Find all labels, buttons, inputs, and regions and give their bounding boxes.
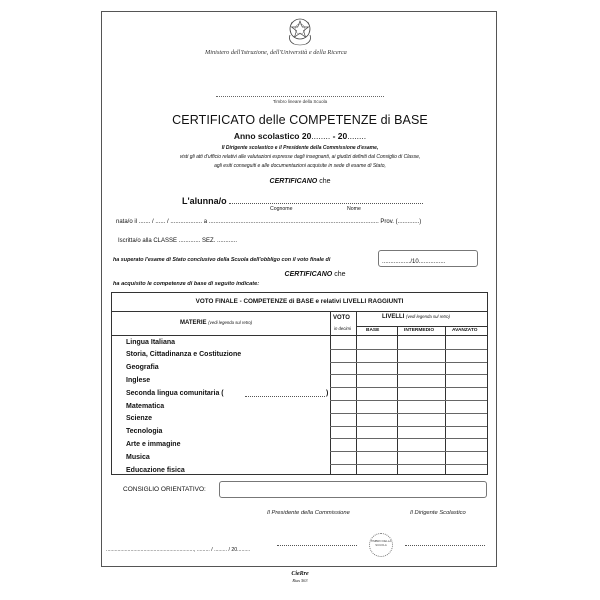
subject-row-label: Educazione fisica xyxy=(126,466,185,474)
intro-line-3: agli esiti conseguiti e alle documentazioni acquisite in sede di esame di Stato, xyxy=(214,163,386,169)
school-year: Anno scolastico 20........ - 20........ xyxy=(233,131,367,141)
subject-row-label: Seconda lingua comunitaria ( xyxy=(126,389,224,397)
level-base: BASE xyxy=(366,328,380,333)
subject-row-label: Storia, Cittadinanza e Costituzione xyxy=(126,351,242,359)
nome-caption: Nome xyxy=(347,206,361,212)
subject-row-label: Inglese xyxy=(126,376,151,384)
school-stamp-line xyxy=(216,96,384,97)
final-score-field: ................./10................ xyxy=(382,259,446,265)
subject-row-label: Musica xyxy=(126,453,150,461)
student-label: L'alunna/o xyxy=(182,196,227,206)
council-field[interactable] xyxy=(219,481,487,498)
director-signature-field[interactable] xyxy=(405,545,485,546)
subject-row-label: Scienze xyxy=(126,415,153,423)
certificano-heading-1: CERTIFICANO che xyxy=(269,178,331,185)
ministry-header: Ministero dell'Istruzione, dell'Università e della Ricerca xyxy=(205,49,347,56)
level-intermedio: INTERMEDIO xyxy=(404,328,435,333)
second-language-close: ) xyxy=(326,389,329,397)
acquired-statement: ha acquisito le competenze di base di seguito indicate: xyxy=(113,281,260,287)
class-line[interactable]: Iscritta/o alla CLASSE ............. SEZ. ............ xyxy=(118,238,238,244)
intro-line-2: visti gli atti d'ufficio relativi alle valutazioni espresse dagli insegnanti, ai giudizi definiti dal Consiglio di Classe, xyxy=(179,154,421,160)
subject-row-label: Geografia xyxy=(126,364,159,372)
voto-note: in decimi xyxy=(334,326,351,331)
competence-table xyxy=(111,292,488,475)
second-language-field[interactable] xyxy=(245,396,325,397)
subject-row-label: Arte e immagine xyxy=(126,440,181,448)
table-title: VOTO FINALE - COMPETENZE di BASE e relativi LIVELLI RAGGIUNTI xyxy=(195,298,404,305)
certificano-heading-2: CERTIFICANO che xyxy=(284,271,346,278)
subject-row-label: Lingua Italiana xyxy=(126,338,176,346)
president-signature-label: Il Presidente della Commissione xyxy=(267,510,350,516)
publisher-brand: CieRre xyxy=(291,571,309,577)
intro-line-1: Il Dirigente scolastico e il Presidente della Commissione d'esame, xyxy=(221,145,379,151)
subject-row-label: Tecnologia xyxy=(126,428,163,436)
republic-emblem-icon xyxy=(286,15,314,47)
cognome-caption: Cognome xyxy=(270,206,293,212)
subject-row-label: Matematica xyxy=(126,402,165,410)
certificate-title: CERTIFICATO delle COMPETENZE di BASE xyxy=(172,113,428,127)
form-code: Rias 563 xyxy=(292,578,308,583)
school-stamp-caption: Timbro lineare della Scuola xyxy=(272,99,328,104)
director-signature-label: Il Dirigente Scolastico xyxy=(410,510,466,516)
date-line[interactable]: ............................................................., ......... / ......... / 20......... xyxy=(106,547,251,553)
school-seal: TIMBRO DELLA SCUOLA xyxy=(369,533,393,557)
materie-header: MATERIE (vedi legenda sul retro) xyxy=(180,320,253,326)
student-name-field[interactable] xyxy=(229,203,423,204)
level-avanzato: AVANZATO xyxy=(452,328,478,333)
livelli-header: LIVELLI (vedi legenda sul retro) xyxy=(382,314,450,320)
exam-statement: ha superato l'esame di Stato conclusivo della Scuola dell'obbligo con il voto finale di xyxy=(113,257,331,263)
voto-header: VOTO xyxy=(333,315,350,321)
council-label: CONSIGLIO ORIENTATIVO: xyxy=(123,486,206,493)
birth-line[interactable]: nata/o il ....... / ...... / ................... a ...................................................................................................... Prov. (.............) xyxy=(116,219,422,225)
president-signature-field[interactable] xyxy=(277,545,357,546)
